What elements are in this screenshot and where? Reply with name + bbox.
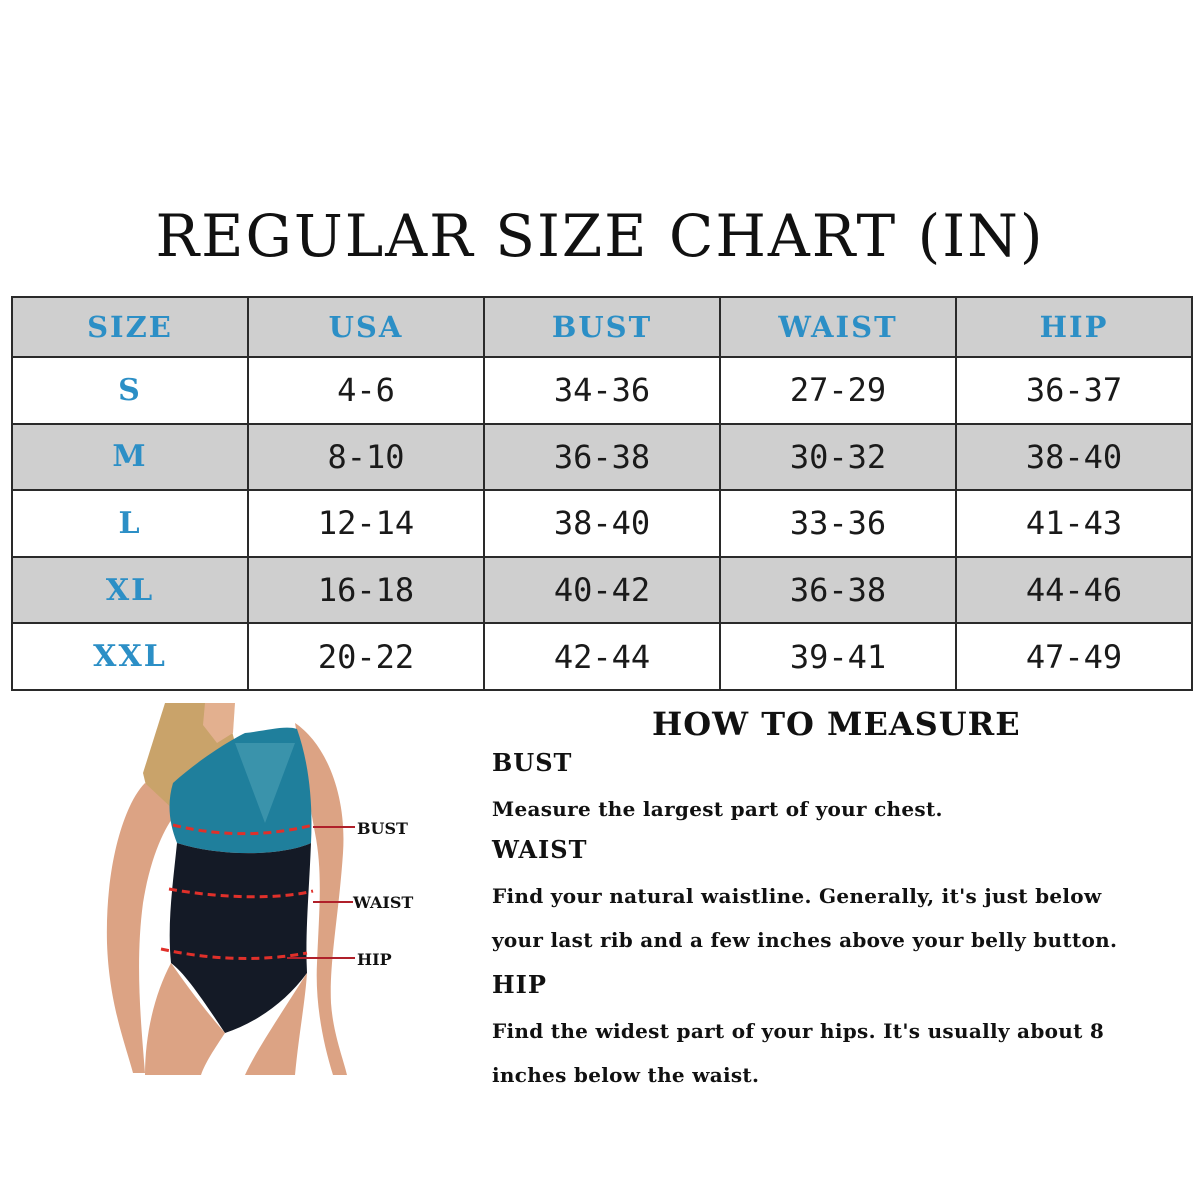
size-cell: L <box>12 490 248 557</box>
table-row <box>12 424 1192 491</box>
hip-cell: 41-43 <box>956 490 1192 557</box>
table-row <box>12 357 1192 424</box>
waist-cell: 36-38 <box>720 557 956 624</box>
table-row <box>12 490 1192 557</box>
hip-cell: 44-46 <box>956 557 1192 624</box>
hip-instructions-line-2: inches below the waist. <box>492 1063 760 1087</box>
bust-cell: 40-42 <box>484 557 720 624</box>
waist-instructions-line-2: your last rib and a few inches above your belly button. <box>492 928 1118 952</box>
size-cell: M <box>12 424 248 491</box>
waist-cell: 30-32 <box>720 424 956 491</box>
bust-label: BUST <box>357 819 408 838</box>
waist-instructions-line-1: Find your natural waistline. Generally, it's just below <box>492 884 1102 908</box>
usa-cell: 8-10 <box>248 424 484 491</box>
bust-cell: 34-36 <box>484 357 720 424</box>
waist-heading: WAIST <box>492 835 588 864</box>
how-to-measure-title: HOW TO MEASURE <box>652 705 1021 743</box>
hip-cell: 36-37 <box>956 357 1192 424</box>
bust-instructions: Measure the largest part of your chest. <box>492 797 943 821</box>
bust-cell: 38-40 <box>484 490 720 557</box>
size-cell: S <box>12 357 248 424</box>
bust-cell: 36-38 <box>484 424 720 491</box>
size-chart-table <box>11 296 1193 691</box>
size-cell: XL <box>12 557 248 624</box>
waist-label: WAIST <box>353 893 414 912</box>
header-bust: BUST <box>484 297 720 357</box>
hip-instructions-line-1: Find the widest part of your hips. It's usually about 8 <box>492 1019 1105 1043</box>
header-size: SIZE <box>12 297 248 357</box>
waist-cell: 27-29 <box>720 357 956 424</box>
hip-cell: 38-40 <box>956 424 1192 491</box>
waist-cell: 39-41 <box>720 623 956 690</box>
usa-cell: 12-14 <box>248 490 484 557</box>
header-waist: WAIST <box>720 297 956 357</box>
hip-cell: 47-49 <box>956 623 1192 690</box>
usa-cell: 20-22 <box>248 623 484 690</box>
table-row <box>12 623 1192 690</box>
bust-heading: BUST <box>492 748 573 777</box>
usa-cell: 4-6 <box>248 357 484 424</box>
table-row <box>12 557 1192 624</box>
header-usa: USA <box>248 297 484 357</box>
usa-cell: 16-18 <box>248 557 484 624</box>
size-cell: XXL <box>12 623 248 690</box>
waist-cell: 33-36 <box>720 490 956 557</box>
hip-heading: HIP <box>492 970 547 999</box>
header-hip: HIP <box>956 297 1192 357</box>
table-header-row <box>12 297 1192 357</box>
swimsuit-model-figure <box>85 703 435 1075</box>
bust-cell: 42-44 <box>484 623 720 690</box>
chart-title: REGULAR SIZE CHART (IN) <box>155 202 1045 270</box>
hip-label: HIP <box>357 950 392 969</box>
